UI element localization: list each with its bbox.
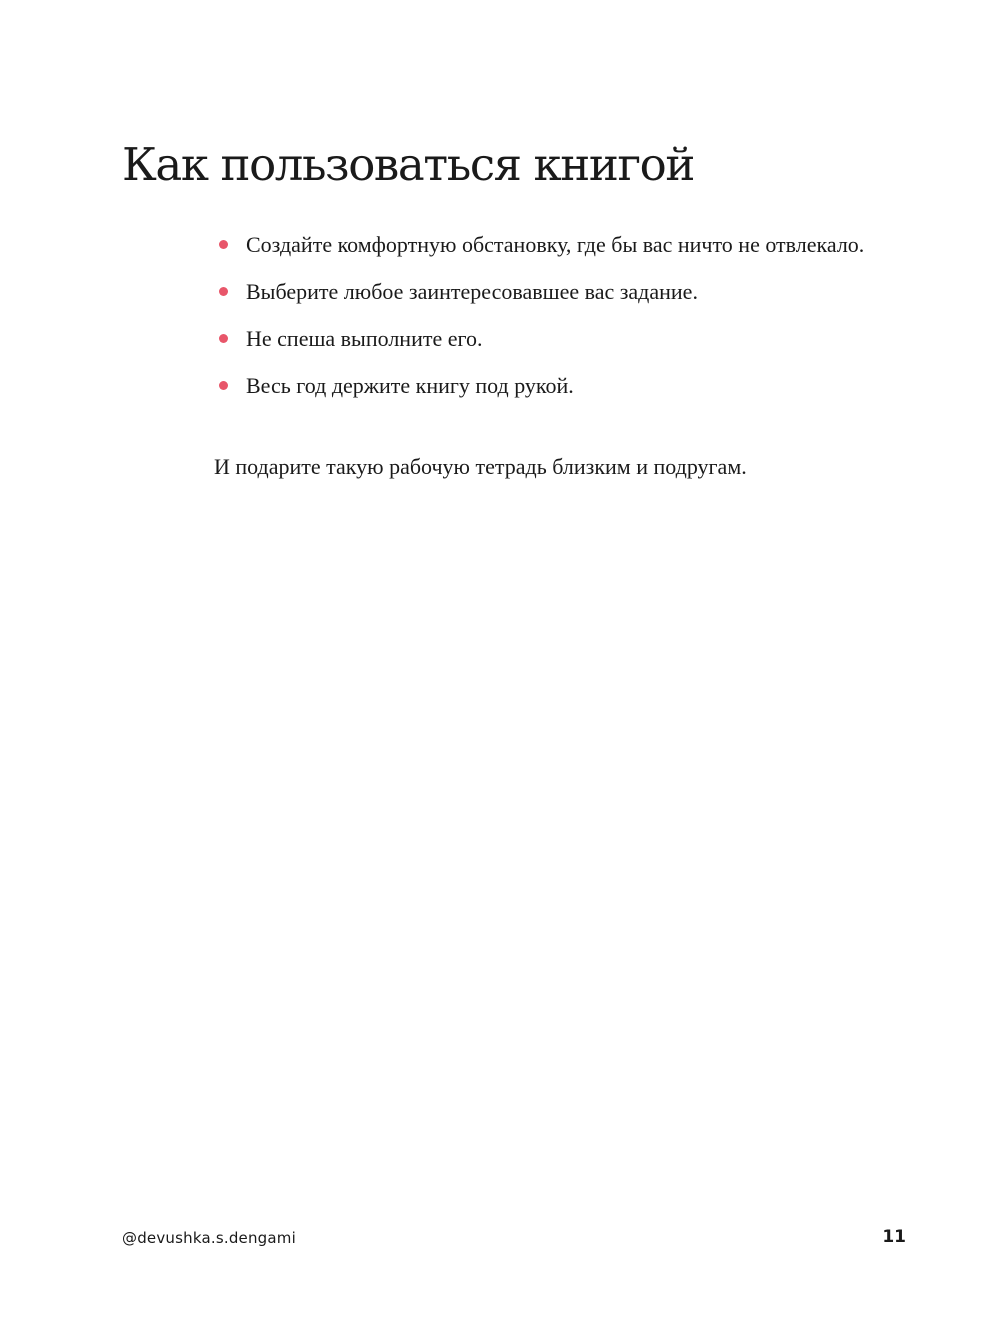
list-item: [216, 226, 864, 263]
tip-text: Создайте комфортную обстановку, где бы вас ничто не отвлекало.: [246, 232, 865, 257]
list-item: [216, 273, 864, 310]
bullet-dot-icon: [219, 334, 228, 343]
page-title: Как пользоваться книгой: [122, 138, 694, 191]
closing-paragraph: И подарите такую рабочую тетрадь близким и подругам.: [214, 454, 747, 479]
tip-text: Весь год держите книгу под рукой.: [246, 373, 574, 398]
list-item: [216, 320, 864, 357]
tips-list: [216, 226, 864, 414]
tip-text: Выберите любое заинтересовавшее вас задание.: [246, 279, 698, 304]
page-number: 11: [882, 1227, 906, 1247]
bullet-dot-icon: [219, 287, 228, 296]
footer-social-handle: @devushka.s.dengami: [122, 1229, 296, 1247]
bullet-dot-icon: [219, 381, 228, 390]
tip-text: Не спеша выполните его.: [246, 326, 483, 351]
bullet-dot-icon: [219, 240, 228, 249]
list-item: [216, 367, 864, 404]
